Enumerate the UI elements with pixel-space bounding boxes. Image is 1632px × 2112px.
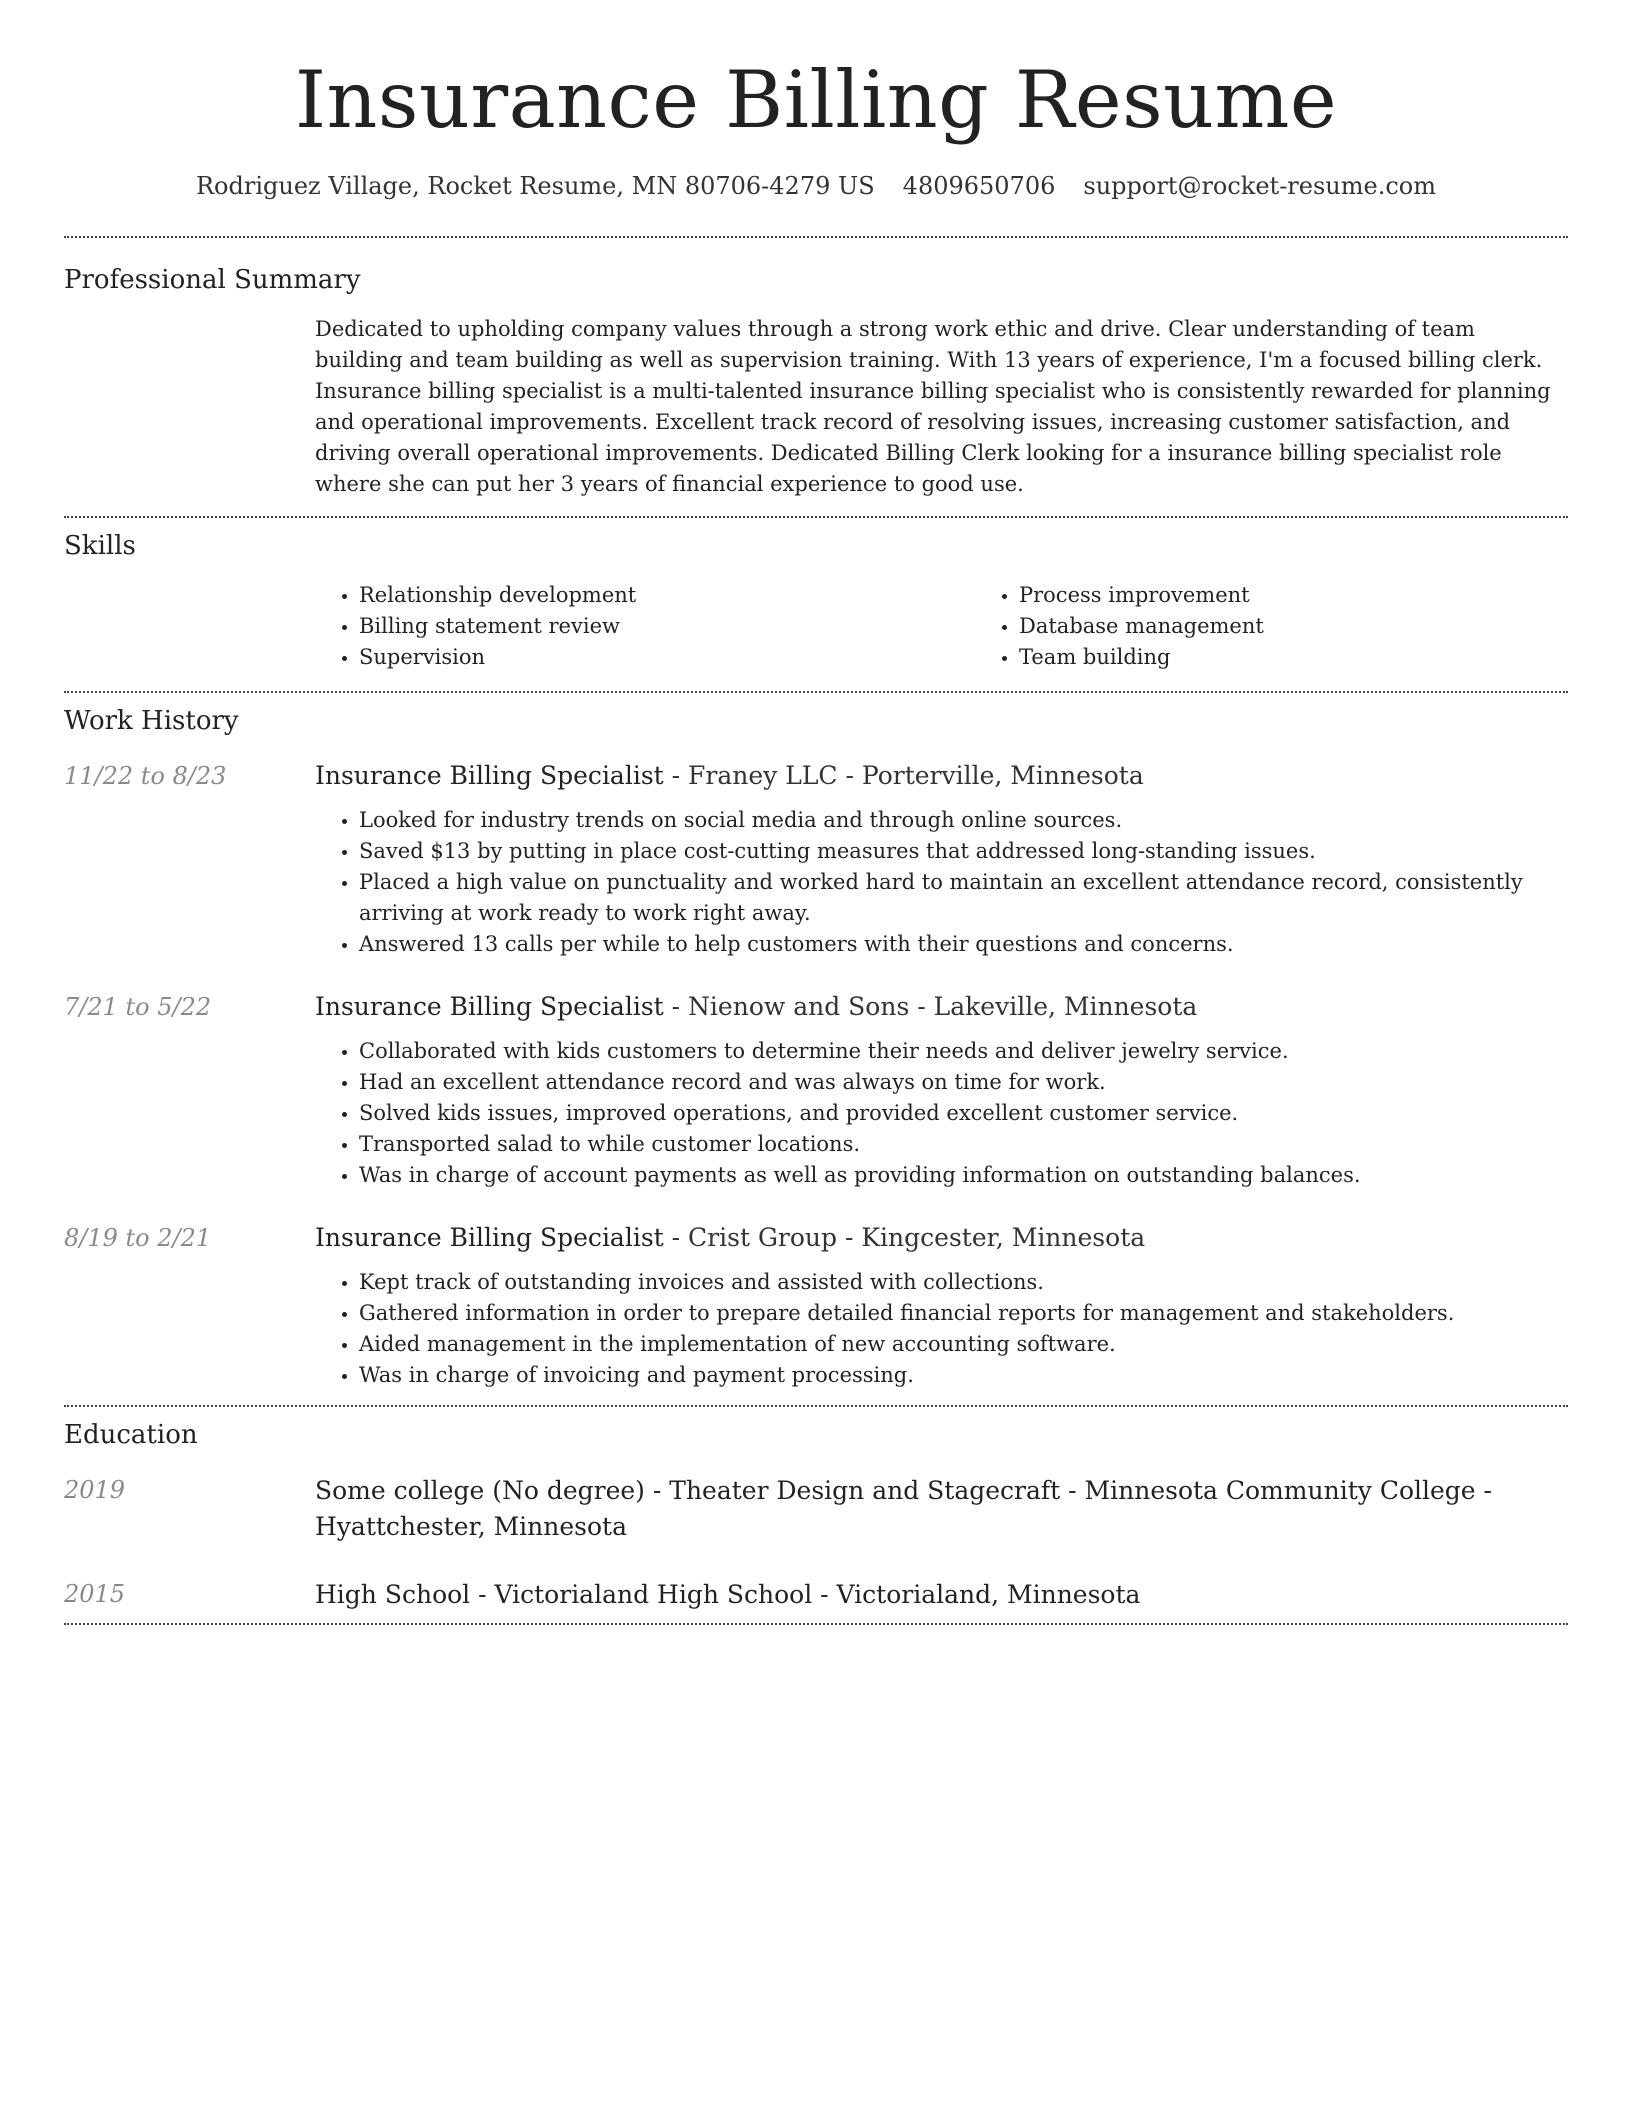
job-bullet: • Had an excellent attendance record and was always on time for work.	[359, 1067, 1568, 1098]
job-bullets	[315, 1036, 1568, 1191]
job-entry	[64, 1221, 1568, 1391]
skills-columns	[315, 580, 1632, 673]
job-bullet: • Was in charge of invoicing and payment processing.	[359, 1360, 1568, 1391]
contact-phone: 4809650706	[902, 172, 1056, 200]
contact-address: Rodriguez Village, Rocket Resume, MN 80706-4279 US	[195, 172, 875, 200]
education-degree: Some college (No degree) - Theater Design and Stagecraft	[315, 1476, 1061, 1505]
divider	[64, 1623, 1568, 1625]
education-entry	[64, 1473, 1568, 1545]
skills-spacer	[64, 580, 315, 673]
job-entry	[64, 990, 1568, 1191]
skill-item: • Process improvement	[1019, 580, 1632, 611]
job-dates: 8/19 to 2/21	[64, 1224, 212, 1252]
education-heading: Education	[64, 1420, 198, 1450]
job-bullet: • Saved $13 by putting in place cost-cutting measures that addressed long-standing issues.	[359, 836, 1568, 867]
education-details: - Victorialand High School - Victorialand, Minnesota	[470, 1580, 1141, 1609]
skills-list-right	[975, 580, 1632, 673]
job-dates: 11/22 to 8/23	[64, 762, 227, 790]
summary-text: Dedicated to upholding company values through a strong work ethic and drive. Clear understanding of team building and team building as well as supervision training. With 13 years of experience, I'm a focused billing clerk. Insurance billing specialist is a multi-talented insurance billing specialist who is consistently rewarded for planning and operational improvements. Excellent track record of resolving issues, increasing customer satisfaction, and driving overall operational improvements. Dedicated Billing Clerk looking for a insurance billing specialist role where she can put her 3 years of financial experience to good use.	[315, 317, 1551, 496]
resume-title: Insurance Billing Resume	[294, 54, 1338, 146]
education-year: 2015	[64, 1580, 126, 1608]
job-bullets	[315, 805, 1568, 960]
job-header	[315, 759, 1568, 793]
job-bullet: • Aided management in the implementation of new accounting software.	[359, 1329, 1568, 1360]
summary-section	[64, 238, 1568, 516]
job-bullet: • Gathered information in order to prepare detailed financial reports for management and stakeholders.	[359, 1298, 1568, 1329]
job-details: - Crist Group - Kingcester, Minnesota	[663, 1223, 1146, 1252]
job-bullet: • Was in charge of account payments as well as providing information on outstanding balances.	[359, 1160, 1568, 1191]
skill-item: • Database management	[1019, 611, 1632, 642]
skills-heading: Skills	[64, 531, 136, 561]
education-header	[315, 1577, 1568, 1613]
education-section	[64, 1407, 1568, 1623]
job-bullet: • Looked for industry trends on social media and through online sources.	[359, 805, 1568, 836]
job-details: - Nienow and Sons - Lakeville, Minnesota	[663, 992, 1198, 1021]
job-title: Insurance Billing Specialist	[315, 1223, 664, 1252]
job-title: Insurance Billing Specialist	[315, 992, 664, 1021]
skill-item: • Team building	[1019, 642, 1632, 673]
skill-item: • Supervision	[359, 642, 975, 673]
job-bullet: • Solved kids issues, improved operations, and provided excellent customer service.	[359, 1098, 1568, 1129]
contact-email: support@rocket-resume.com	[1083, 172, 1436, 200]
job-bullet: • Placed a high value on punctuality and worked hard to maintain an excellent attendance record, consistently arriving at work ready to work right away.	[359, 867, 1568, 929]
job-bullet: • Kept track of outstanding invoices and assisted with collections.	[359, 1267, 1568, 1298]
education-degree: High School	[315, 1580, 471, 1609]
summary-heading: Professional Summary	[64, 265, 361, 295]
education-entry	[64, 1577, 1568, 1613]
job-header	[315, 990, 1568, 1024]
job-bullets	[315, 1267, 1568, 1391]
education-details: - Minnesota Community College - Hyattchester, Minnesota	[315, 1476, 1492, 1541]
job-dates: 7/21 to 5/22	[64, 993, 212, 1021]
job-entry	[64, 759, 1568, 960]
contact-line	[64, 168, 1568, 204]
job-bullet: • Answered 13 calls per while to help customers with their questions and concerns.	[359, 929, 1568, 960]
skills-list-left	[315, 580, 975, 673]
work-section	[64, 693, 1568, 1405]
skills-section	[64, 518, 1568, 691]
skill-item: • Relationship development	[359, 580, 975, 611]
summary-spacer	[64, 314, 315, 500]
job-bullet: • Collaborated with kids customers to determine their needs and deliver jewelry service.	[359, 1036, 1568, 1067]
job-title: Insurance Billing Specialist	[315, 761, 664, 790]
education-header	[315, 1473, 1568, 1545]
job-header	[315, 1221, 1568, 1255]
education-year: 2019	[64, 1476, 126, 1504]
job-bullet: • Transported salad to while customer locations.	[359, 1129, 1568, 1160]
job-details: - Franey LLC - Porterville, Minnesota	[663, 761, 1144, 790]
skill-item: • Billing statement review	[359, 611, 975, 642]
work-heading: Work History	[64, 706, 239, 736]
